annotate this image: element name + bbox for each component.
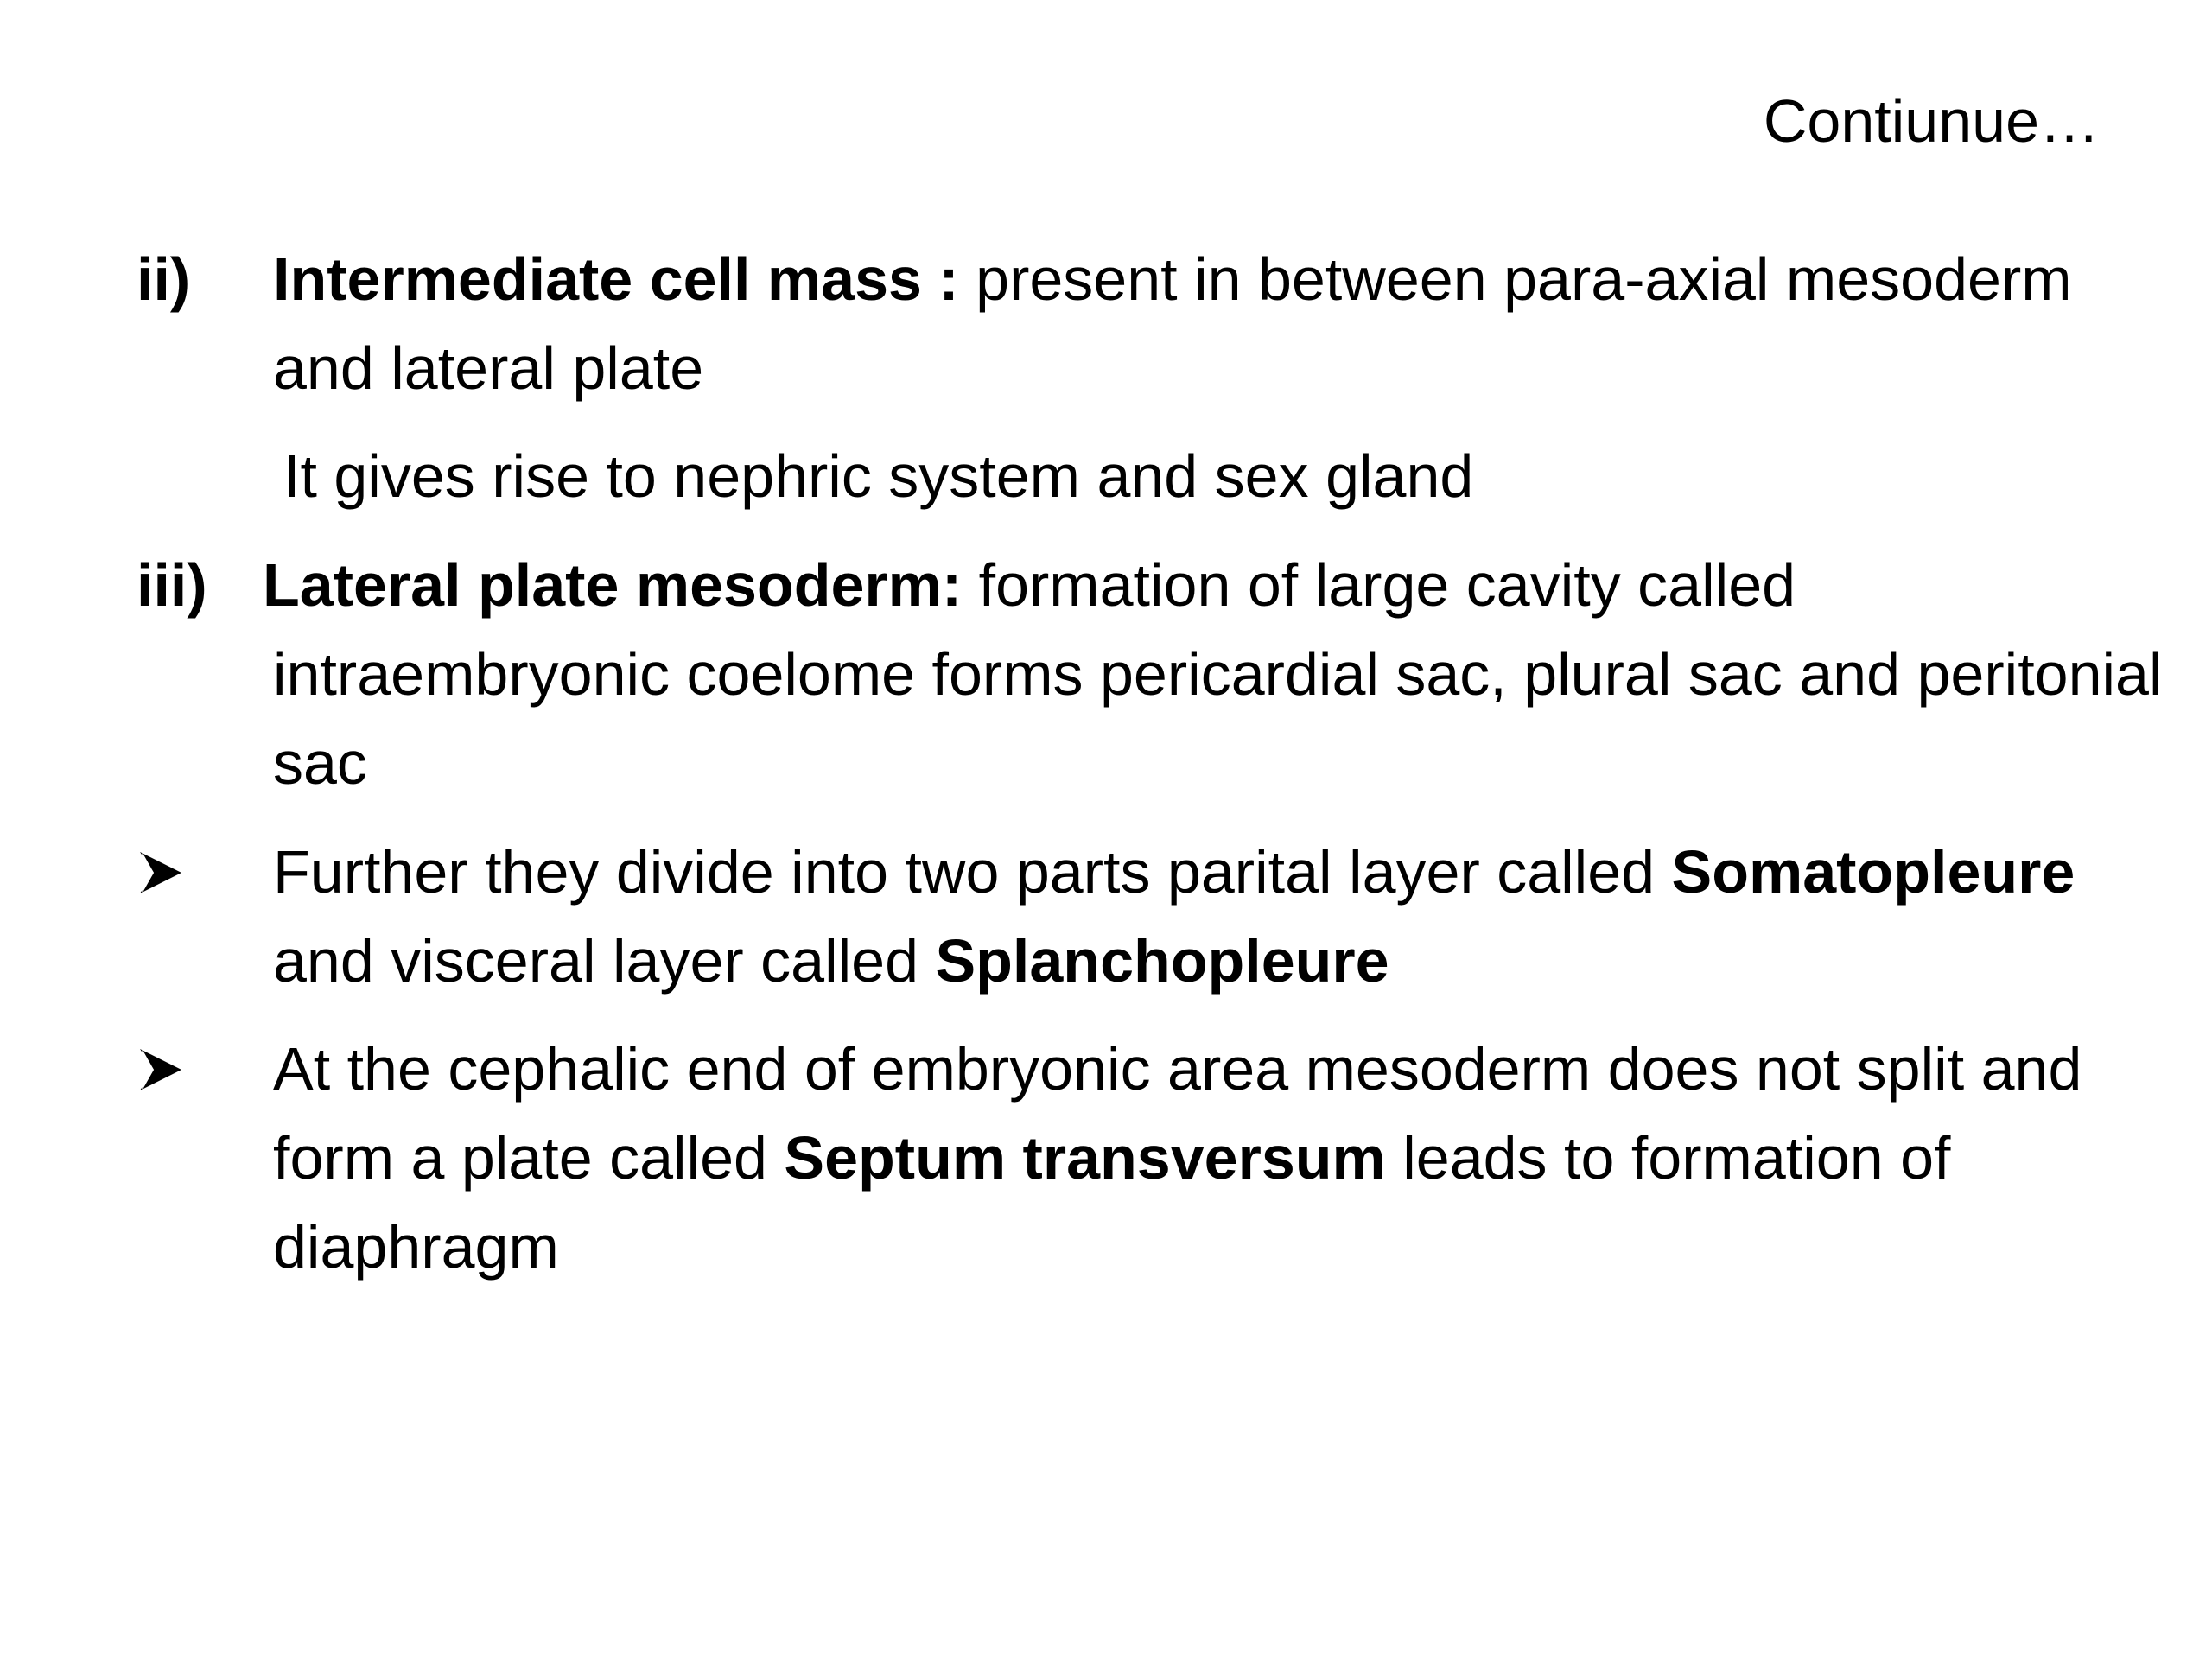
bullet-1-part1: Further they divide into two parts parital layer called <box>273 838 1672 906</box>
item-ii-description: present in between para-axial mesoderm and lateral plate <box>273 245 2072 402</box>
bullet-septum-text <box>273 1025 2174 1292</box>
bullet-1-part2: and visceral layer called <box>273 927 936 995</box>
bullet-2-part1: At the cephalic end of embryonic area mesoderm does not split and form a plate called <box>273 1035 2082 1192</box>
bullet-somatopleure-text <box>273 828 2174 1006</box>
term-somatopleure: Somatopleure <box>1671 838 2075 906</box>
item-ii-note-text: It gives rise to nephric system and sex gland <box>283 442 1474 510</box>
slide-title: Contiunue… <box>1763 87 2100 155</box>
arrow-bullet-icon <box>137 1025 185 1094</box>
bullet-2-part2: leads to formation of diaphragm <box>273 1124 1951 1281</box>
arrow-bullet-icon <box>137 828 185 897</box>
list-marker-ii: ii) <box>137 245 191 313</box>
item-iii-description: formation of large cavity called intraembryonic coelome forms pericardial sac, plural sac and peritonial sac <box>273 551 2163 797</box>
list-item-ii-text <box>273 235 2174 413</box>
term-splanchopleure: Splanchopleure <box>935 927 1389 995</box>
term-lateral-plate-mesoderm: Lateral plate mesoderm: <box>263 551 963 619</box>
term-intermediate-cell-mass: Intermediate cell mass : <box>273 245 959 313</box>
list-item-iii-text <box>263 541 2174 808</box>
term-septum-transversum: Septum transversum <box>784 1124 1386 1192</box>
list-marker-iii: iii) <box>137 551 207 619</box>
